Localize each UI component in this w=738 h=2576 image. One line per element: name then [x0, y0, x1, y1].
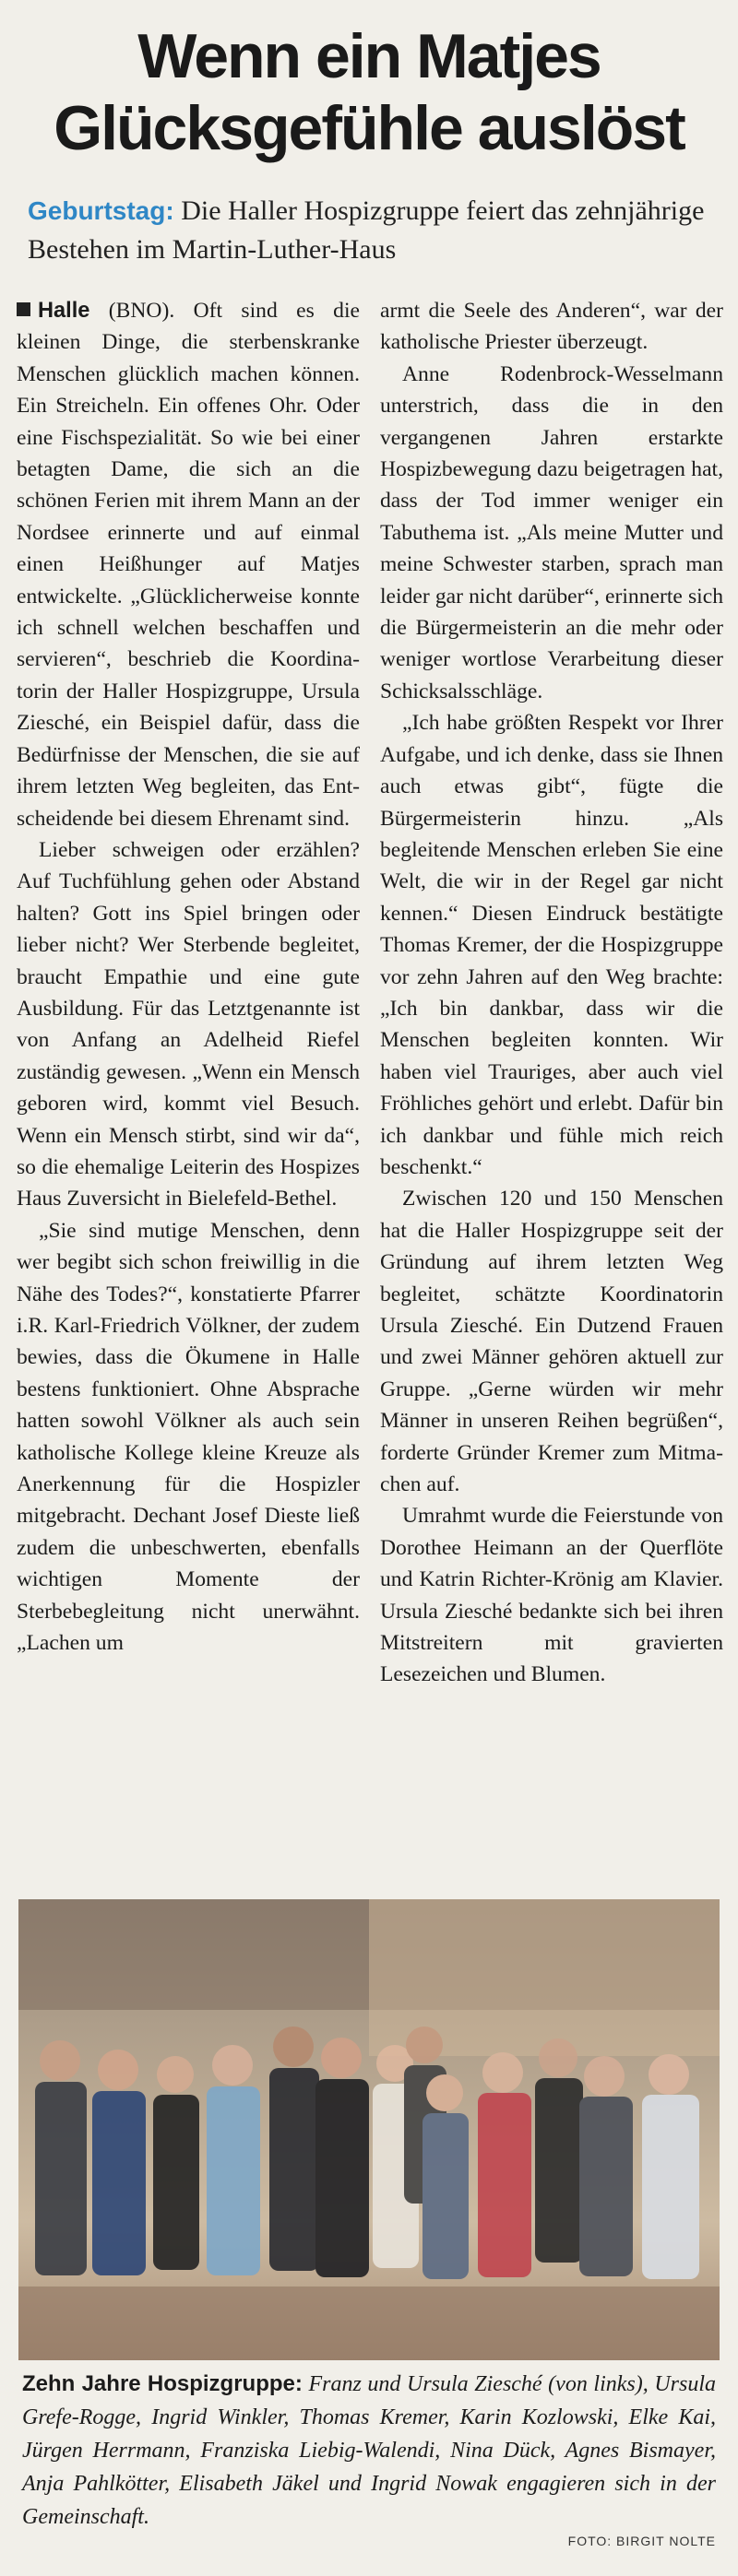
headline — [18, 20, 720, 164]
dateline: Halle — [38, 299, 90, 323]
article-paragraph — [17, 295, 360, 834]
group-photo-illustration — [18, 1899, 720, 2360]
subheadline — [28, 192, 720, 269]
article-paragraph: „Sie sind mutige Menschen, denn wer begibt sich schon freiwillig in die Nähe des Todes?“, konstatierte Pfarrer i.R. Karl-Friedrich Völkner, der zudem bewies, dass die Ökumene in Halle bestens funktioniert. Ohne Absprache hatten sowohl Völkner als auch sein katholische Kollege kleine Kreuze als Anerkennung für die Hospizler mitgebracht. Dechant Josef Dieste ließ zudem die unbeschwerten, ebenfalls wichtigen Momente der Sterbebegleitung nicht unerwähnt. „Lachen um — [17, 1218, 360, 1656]
section-marker-icon — [17, 302, 30, 316]
article-column-right — [380, 295, 723, 1691]
article-column-left — [17, 295, 360, 1659]
caption-lead: Zehn Jahre Hospizgruppe: — [22, 2371, 303, 2396]
article-paragraph: Umrahmt wurde die Feierstunde von Dorothee Heimann an der Querflöte und Katrin Richter-Krönig am Klavier. Ursula Ziesché bedankte sich bei ihren Mitstreitern mit gravierten Lesezeichen und Blumen. — [380, 1504, 723, 1687]
article-paragraph: „Ich habe größten Respekt vor Ihrer Aufgabe, und ich denke, dass sie Ihnen auch etwas gibt“, fügte die Bürgermeisterin hinzu. „Als begleitende Menschen erleben Sie eine Welt, die wir in der Regel gar nicht kennen.“ Diesen Eindruck bestätigte Thomas Kremer, der die Hospizgruppe vor zehn Jahren auf den Weg brachte: „Ich bin dankbar, dass wir die Menschen begleiten konnten. Wir haben viel Trauriges, aber auch viel Fröhliches gehört und erlebt. Dafür bin ich dankbar und fühle mich reich beschenkt.“ — [380, 711, 723, 1179]
photo-caption — [22, 2368, 716, 2534]
headline-line-1: Wenn ein Matjes — [137, 21, 601, 91]
article-paragraph: Anne Rodenbrock-Wesselmann unterstrich, dass die in den vergangenen Jahren erstarkte Hospizbewegung dazu beigetragen hat, dass der Tod immer weniger ein Tabuthema ist. „Als meine Mutter und meine Schwester starben, sprach man leider gar nicht darüber“, erinnerte sich die Bürgermeisterin an die mehr oder weniger wortlose Verarbeitung dieser Schicksalsschläge. — [380, 361, 723, 703]
caption-text: Franz und Ursula Ziesché (von links), Ursula Grefe-Rogge, Ingrid Winkler, Thomas Kremer, Karin Kozlowski, Elke Kai, Jürgen Herrmann, Franziska Liebig-Walendi, Nina Dück, Agnes Bismayer, Anja Pahlkötter, Elisabeth Jäkel und Ingrid Nowak engagieren sich in der Gemeinschaft. — [22, 2372, 716, 2529]
subhead-kicker: Geburtstag: — [28, 196, 174, 225]
group-photo — [18, 1899, 720, 2360]
headline-line-2: Glücksgefühle auslöst — [54, 93, 684, 163]
article-paragraph: Zwischen 120 und 150 Menschen hat die Haller Hospizgruppe seit der Gründung auf ihrem letzten Weg begleitet, schätzte Koordinatorin Ursula Ziesché. Ein Dutzend Frauen und zwei Männer gehören aktuell zur Gruppe. „Gerne würden wir mehr Männer in unseren Reihen begrüßen“, forderte Gründer Kremer zum Mitmachen auf. — [380, 1187, 723, 1497]
photo-credit: FOTO: BIRGIT NOLTE — [567, 2534, 716, 2548]
paragraph-text: (BNO). Oft sind es die kleinen Dinge, die sterbenskranke Menschen glücklich machen können. Ein Streicheln. Ein offenes Ohr. Oder eine Fischspezialität. So wie bei einer betagten Dame, die sich an die schönen Ferien mit ihrem Mann an der Nordsee erinnerte und auf einmal einen Heißhunger auf Matjes entwickelte. „Glücklicherweise konnte ich schnell welchen beschaffen und servieren“, beschrieb die Koordinatorin der Haller Hospizgruppe, Ursula Ziesché, ein Beispiel dafür, dass die Bedürfnisse der Menschen, die sie auf ihrem letzten Weg begleiten, das Entscheidende bei diesem Ehrenamt sind. — [17, 299, 360, 831]
article-paragraph: Lieber schweigen oder erzählen? Auf Tuchfühlung gehen oder Abstand halten? Gott ins Spiel bringen oder lieber nicht? Wer Sterbende begleitet, braucht Empathie und eine gute Ausbildung. Für das Letztgenannte ist von Anfang an Adelheid Riefel zuständig gewesen. „Wenn ein Mensch geboren wird, kommt viel Besuch. Wenn ein Mensch stirbt, sind wir da“, so die ehemalige Leiterin des Hospizes Haus Zuversicht in Bielefeld-Bethel. — [17, 837, 360, 1211]
article-paragraph: armt die Seele des Anderen“, war der katholische Priester überzeugt. — [380, 299, 723, 355]
subhead-text: Die Haller Hospizgruppe feiert das zehnjährige Bestehen im Martin-Luther-Haus — [28, 195, 705, 265]
